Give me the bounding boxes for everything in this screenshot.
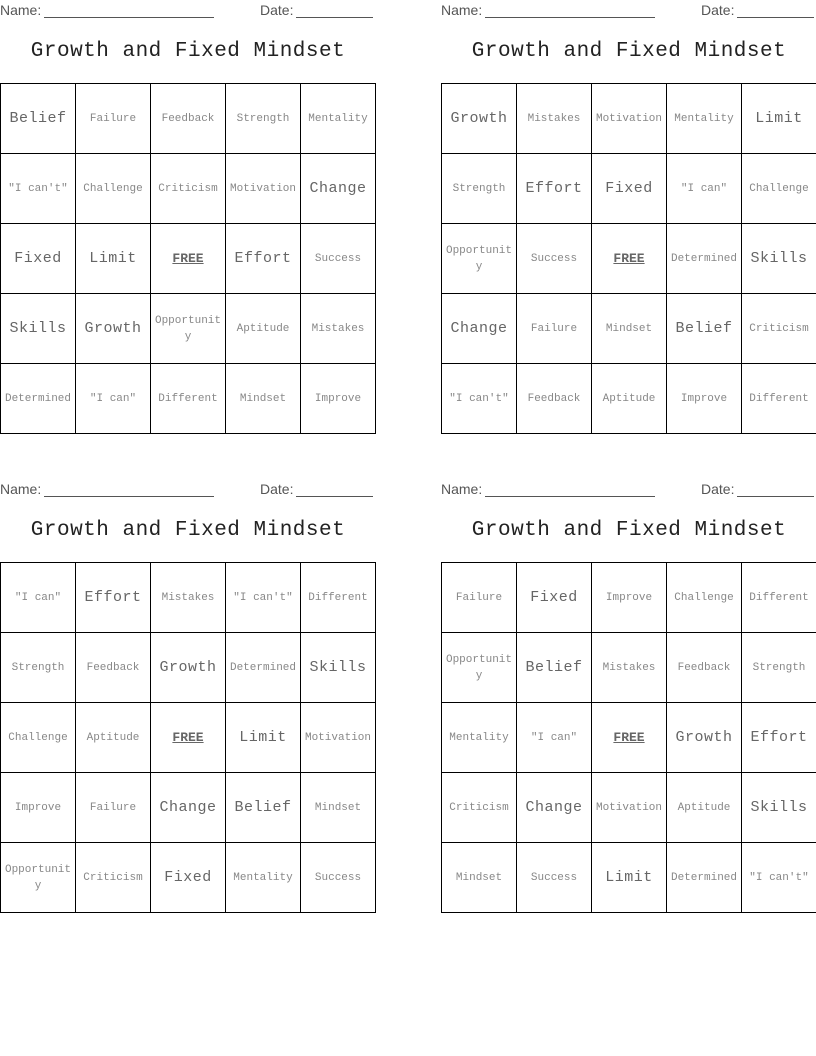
card-header bbox=[0, 479, 376, 501]
name-label: Name: bbox=[0, 481, 42, 497]
bingo-cell[interactable]: "I can" bbox=[1, 563, 76, 633]
date-field[interactable] bbox=[260, 2, 373, 18]
bingo-cell[interactable]: Skills bbox=[301, 633, 376, 703]
bingo-cell[interactable]: Mindset bbox=[301, 773, 376, 843]
bingo-cell[interactable]: Mentality bbox=[301, 84, 376, 154]
bingo-cell[interactable]: Growth bbox=[442, 84, 517, 154]
date-line[interactable] bbox=[296, 5, 373, 18]
bingo-cell[interactable]: Fixed bbox=[151, 843, 226, 913]
bingo-cell[interactable]: Improve bbox=[301, 364, 376, 434]
bingo-cell[interactable]: Determined bbox=[667, 224, 742, 294]
bingo-cell[interactable]: Opportunity bbox=[442, 224, 517, 294]
bingo-cell[interactable]: Mindset bbox=[226, 364, 301, 434]
bingo-cell[interactable]: Mistakes bbox=[517, 84, 592, 154]
bingo-cell[interactable]: Feedback bbox=[76, 633, 151, 703]
bingo-cell[interactable]: Effort bbox=[742, 703, 816, 773]
bingo-cell[interactable]: Opportunity bbox=[1, 843, 76, 913]
bingo-cell[interactable]: Motivation bbox=[301, 703, 376, 773]
bingo-cell[interactable]: Feedback bbox=[667, 633, 742, 703]
bingo-cell[interactable]: "I can" bbox=[76, 364, 151, 434]
bingo-cell[interactable]: Belief bbox=[667, 294, 742, 364]
date-line[interactable] bbox=[737, 484, 814, 497]
date-field[interactable] bbox=[701, 2, 814, 18]
name-label: Name: bbox=[441, 2, 483, 18]
card-title: Growth and Fixed Mindset bbox=[471, 519, 787, 542]
bingo-cell[interactable]: Aptitude bbox=[667, 773, 742, 843]
bingo-cell[interactable]: Skills bbox=[1, 294, 76, 364]
bingo-cell[interactable]: "I can" bbox=[517, 703, 592, 773]
bingo-grid bbox=[0, 83, 376, 434]
date-label: Date: bbox=[701, 2, 735, 18]
bingo-cell[interactable]: Failure bbox=[517, 294, 592, 364]
bingo-grid bbox=[441, 83, 816, 434]
bingo-cell[interactable]: Belief bbox=[226, 773, 301, 843]
bingo-cell[interactable]: Belief bbox=[517, 633, 592, 703]
bingo-cell[interactable]: "I can't" bbox=[442, 364, 517, 434]
card-header bbox=[441, 0, 816, 22]
bingo-grid bbox=[0, 562, 376, 913]
bingo-cell[interactable]: Change bbox=[151, 773, 226, 843]
bingo-cell[interactable]: Growth bbox=[151, 633, 226, 703]
bingo-cell[interactable]: Change bbox=[442, 294, 517, 364]
bingo-cell[interactable]: Determined bbox=[1, 364, 76, 434]
bingo-cell[interactable]: Strength bbox=[742, 633, 816, 703]
bingo-cell[interactable]: Challenge bbox=[76, 154, 151, 224]
bingo-cell[interactable]: Growth bbox=[667, 703, 742, 773]
bingo-cell[interactable]: Determined bbox=[667, 843, 742, 913]
bingo-cell[interactable]: Growth bbox=[76, 294, 151, 364]
bingo-cell[interactable]: Skills bbox=[742, 773, 816, 843]
bingo-cell[interactable]: Aptitude bbox=[592, 364, 667, 434]
bingo-cell[interactable]: Change bbox=[301, 154, 376, 224]
bingo-cell[interactable]: Mentality bbox=[667, 84, 742, 154]
free-cell[interactable]: FREE bbox=[592, 703, 667, 773]
free-cell[interactable]: FREE bbox=[592, 224, 667, 294]
bingo-card bbox=[0, 479, 376, 919]
bingo-cell[interactable]: Mentality bbox=[226, 843, 301, 913]
bingo-cell[interactable]: Effort bbox=[226, 224, 301, 294]
bingo-cell[interactable]: Different bbox=[151, 364, 226, 434]
bingo-cell[interactable]: Challenge bbox=[1, 703, 76, 773]
card-header bbox=[0, 0, 376, 22]
bingo-cell[interactable]: Mindset bbox=[442, 843, 517, 913]
bingo-cell[interactable]: Success bbox=[301, 224, 376, 294]
bingo-cell[interactable]: Feedback bbox=[151, 84, 226, 154]
bingo-cell[interactable]: Aptitude bbox=[76, 703, 151, 773]
bingo-cell[interactable]: Criticism bbox=[742, 294, 816, 364]
bingo-cell[interactable]: Aptitude bbox=[226, 294, 301, 364]
bingo-cell[interactable]: "I can" bbox=[667, 154, 742, 224]
bingo-grid bbox=[441, 562, 816, 913]
bingo-cell[interactable]: Change bbox=[517, 773, 592, 843]
bingo-cell[interactable]: Strength bbox=[442, 154, 517, 224]
bingo-cell[interactable]: Mistakes bbox=[592, 633, 667, 703]
bingo-cell[interactable]: Improve bbox=[592, 563, 667, 633]
date-field[interactable] bbox=[701, 481, 814, 497]
bingo-cell[interactable]: Failure bbox=[76, 84, 151, 154]
name-line[interactable] bbox=[485, 484, 655, 497]
bingo-cell[interactable]: Strength bbox=[1, 633, 76, 703]
bingo-cell[interactable]: Motivation bbox=[592, 84, 667, 154]
bingo-cell[interactable]: Criticism bbox=[151, 154, 226, 224]
bingo-cell[interactable]: Opportunity bbox=[151, 294, 226, 364]
name-label: Name: bbox=[0, 2, 42, 18]
bingo-cell[interactable]: Improve bbox=[667, 364, 742, 434]
bingo-cell[interactable]: Mistakes bbox=[151, 563, 226, 633]
date-line[interactable] bbox=[296, 484, 373, 497]
bingo-cell[interactable]: Mindset bbox=[592, 294, 667, 364]
name-label: Name: bbox=[441, 481, 483, 497]
bingo-cell[interactable]: Different bbox=[301, 563, 376, 633]
bingo-cell[interactable]: Different bbox=[742, 563, 816, 633]
name-line[interactable] bbox=[44, 5, 214, 18]
name-line[interactable] bbox=[485, 5, 655, 18]
bingo-cell[interactable]: Strength bbox=[226, 84, 301, 154]
date-label: Date: bbox=[260, 481, 294, 497]
bingo-cell[interactable]: Limit bbox=[742, 84, 816, 154]
bingo-cell[interactable]: Success bbox=[301, 843, 376, 913]
name-field[interactable] bbox=[441, 481, 655, 497]
bingo-cell[interactable]: Effort bbox=[76, 563, 151, 633]
bingo-cell[interactable]: Fixed bbox=[1, 224, 76, 294]
bingo-cell[interactable]: Challenge bbox=[742, 154, 816, 224]
bingo-cell[interactable]: Fixed bbox=[592, 154, 667, 224]
bingo-card bbox=[441, 0, 816, 440]
bingo-cell[interactable]: Skills bbox=[742, 224, 816, 294]
bingo-cell[interactable]: Success bbox=[517, 843, 592, 913]
date-label: Date: bbox=[701, 481, 735, 497]
name-line[interactable] bbox=[44, 484, 214, 497]
name-field[interactable] bbox=[441, 2, 655, 18]
bingo-cell[interactable]: Limit bbox=[592, 843, 667, 913]
bingo-cell[interactable]: Mistakes bbox=[301, 294, 376, 364]
free-cell[interactable]: FREE bbox=[151, 703, 226, 773]
card-title: Growth and Fixed Mindset bbox=[471, 40, 787, 63]
date-line[interactable] bbox=[737, 5, 814, 18]
bingo-cell[interactable]: Failure bbox=[442, 563, 517, 633]
free-cell[interactable]: FREE bbox=[151, 224, 226, 294]
name-field[interactable] bbox=[0, 481, 214, 497]
bingo-cell[interactable]: Criticism bbox=[442, 773, 517, 843]
card-title: Growth and Fixed Mindset bbox=[30, 519, 346, 542]
bingo-cell[interactable]: Challenge bbox=[667, 563, 742, 633]
date-field[interactable] bbox=[260, 481, 373, 497]
bingo-cell[interactable]: "I can't" bbox=[742, 843, 816, 913]
bingo-cell[interactable]: Fixed bbox=[517, 563, 592, 633]
bingo-card bbox=[0, 0, 376, 440]
bingo-cell[interactable]: Effort bbox=[517, 154, 592, 224]
card-header bbox=[441, 479, 816, 501]
bingo-card bbox=[441, 479, 816, 919]
card-title: Growth and Fixed Mindset bbox=[30, 40, 346, 63]
bingo-cell[interactable]: Limit bbox=[76, 224, 151, 294]
bingo-cell[interactable]: Mentality bbox=[442, 703, 517, 773]
bingo-cell[interactable]: Different bbox=[742, 364, 816, 434]
bingo-cell[interactable]: Failure bbox=[76, 773, 151, 843]
date-label: Date: bbox=[260, 2, 294, 18]
bingo-cell[interactable]: Success bbox=[517, 224, 592, 294]
bingo-cell[interactable]: Feedback bbox=[517, 364, 592, 434]
bingo-cell[interactable]: Determined bbox=[226, 633, 301, 703]
name-field[interactable] bbox=[0, 2, 214, 18]
bingo-cell[interactable]: Opportunity bbox=[442, 633, 517, 703]
bingo-cell[interactable]: "I can't" bbox=[226, 563, 301, 633]
bingo-cell[interactable]: Motivation bbox=[592, 773, 667, 843]
bingo-cell[interactable]: Criticism bbox=[76, 843, 151, 913]
bingo-cell[interactable]: Motivation bbox=[226, 154, 301, 224]
bingo-cell[interactable]: Improve bbox=[1, 773, 76, 843]
bingo-cell[interactable]: Belief bbox=[1, 84, 76, 154]
bingo-cell[interactable]: Limit bbox=[226, 703, 301, 773]
bingo-cell[interactable]: "I can't" bbox=[1, 154, 76, 224]
